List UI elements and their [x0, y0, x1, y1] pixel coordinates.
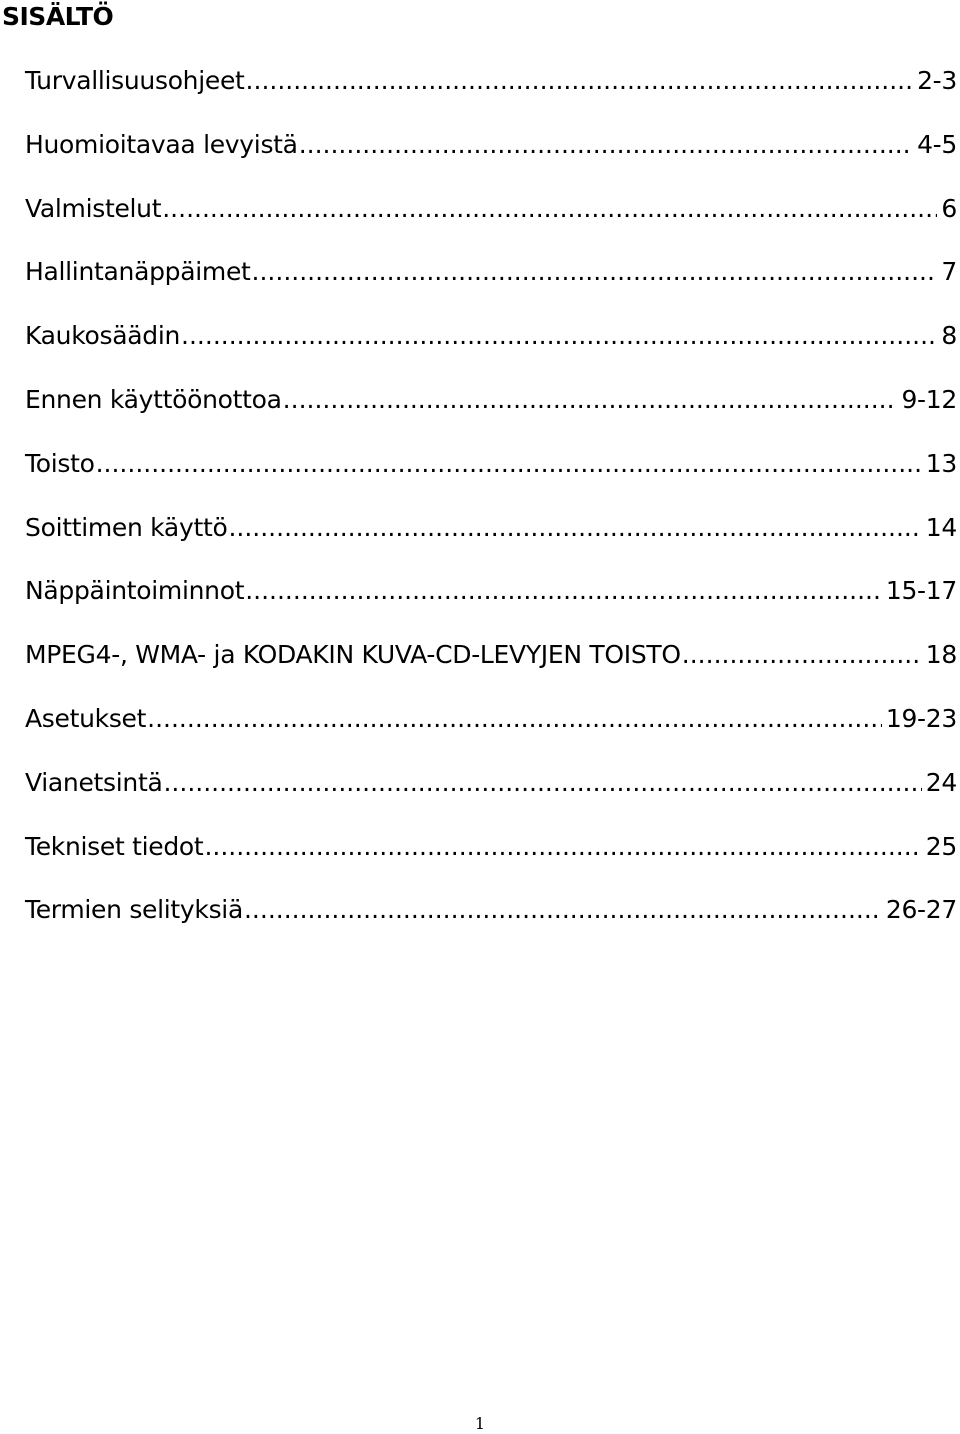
toc-entry-page: 2-3 — [917, 66, 957, 95]
toc-dot-leader — [228, 503, 921, 553]
toc-entry-label: Valmistelut — [25, 193, 162, 223]
toc-entry-page: 9-12 — [901, 384, 957, 414]
table-of-contents — [25, 56, 957, 949]
toc-entry-page: 26-27 — [885, 895, 957, 925]
toc-entry[interactable] — [25, 247, 957, 311]
toc-dot-leader — [245, 566, 882, 616]
toc-entry-page: 24 — [925, 767, 957, 797]
toc-entry-label: Soittimen käyttö — [25, 512, 228, 542]
toc-entry[interactable] — [25, 694, 957, 758]
toc-dot-leader — [204, 822, 921, 872]
toc-dot-leader — [163, 758, 921, 808]
toc-entry-page: 6 — [941, 193, 957, 223]
toc-entry-page: 8 — [941, 321, 957, 351]
toc-entry[interactable] — [25, 439, 957, 503]
toc-entry-label: Termien selityksiä — [25, 895, 243, 925]
toc-entry[interactable] — [25, 758, 957, 822]
page-title: SISÄLTÖ — [2, 2, 114, 31]
toc-dot-leader — [246, 56, 914, 106]
toc-entry-page: 19-23 — [885, 703, 957, 733]
toc-entry[interactable] — [25, 311, 957, 375]
toc-dot-leader — [299, 120, 913, 170]
toc-entry[interactable] — [25, 503, 957, 567]
toc-entry-page: 15-17 — [885, 576, 957, 606]
toc-entry-label: Vianetsintä — [25, 767, 163, 797]
toc-dot-leader — [244, 885, 882, 935]
toc-entry-label: Huomioitavaa levyistä — [25, 129, 298, 159]
toc-entry-page: 25 — [925, 831, 957, 861]
toc-entry-label: Turvallisuusohjeet — [25, 66, 245, 95]
toc-entry-label: Ennen käyttöönottoa — [25, 384, 282, 414]
toc-entry[interactable] — [25, 375, 957, 439]
toc-entry[interactable] — [25, 885, 957, 949]
toc-dot-leader — [283, 375, 898, 425]
toc-entry-label: MPEG4-, WMA- ja KODAKIN KUVA-CD-LEVYJEN TOISTO — [25, 640, 681, 670]
toc-entry-label: Toisto — [25, 448, 95, 478]
toc-entry-label: Kaukosäädin — [25, 321, 181, 351]
toc-entry[interactable] — [25, 120, 957, 184]
toc-entry-page: 13 — [925, 448, 957, 478]
toc-entry-page: 14 — [925, 512, 957, 542]
toc-entry-label: Hallintanäppäimet — [25, 257, 251, 287]
toc-entry[interactable] — [25, 184, 957, 248]
toc-entry[interactable] — [25, 630, 957, 694]
toc-entry-page: 7 — [941, 257, 957, 287]
toc-entry[interactable] — [25, 56, 957, 120]
toc-entry[interactable] — [25, 822, 957, 886]
toc-entry-page: 4-5 — [917, 129, 957, 159]
toc-dot-leader — [162, 184, 937, 234]
toc-dot-leader — [252, 247, 938, 297]
toc-dot-leader — [682, 630, 922, 680]
toc-dot-leader — [181, 311, 937, 361]
toc-dot-leader — [147, 694, 882, 744]
toc-entry-page: 18 — [925, 640, 957, 670]
toc-entry[interactable] — [25, 566, 957, 630]
toc-entry-label: Tekniset tiedot — [25, 831, 204, 861]
toc-entry-label: Näppäintoiminnot — [25, 576, 245, 606]
page-number: 1 — [474, 1414, 486, 1433]
toc-entry-label: Asetukset — [25, 703, 147, 733]
toc-dot-leader — [96, 439, 922, 489]
